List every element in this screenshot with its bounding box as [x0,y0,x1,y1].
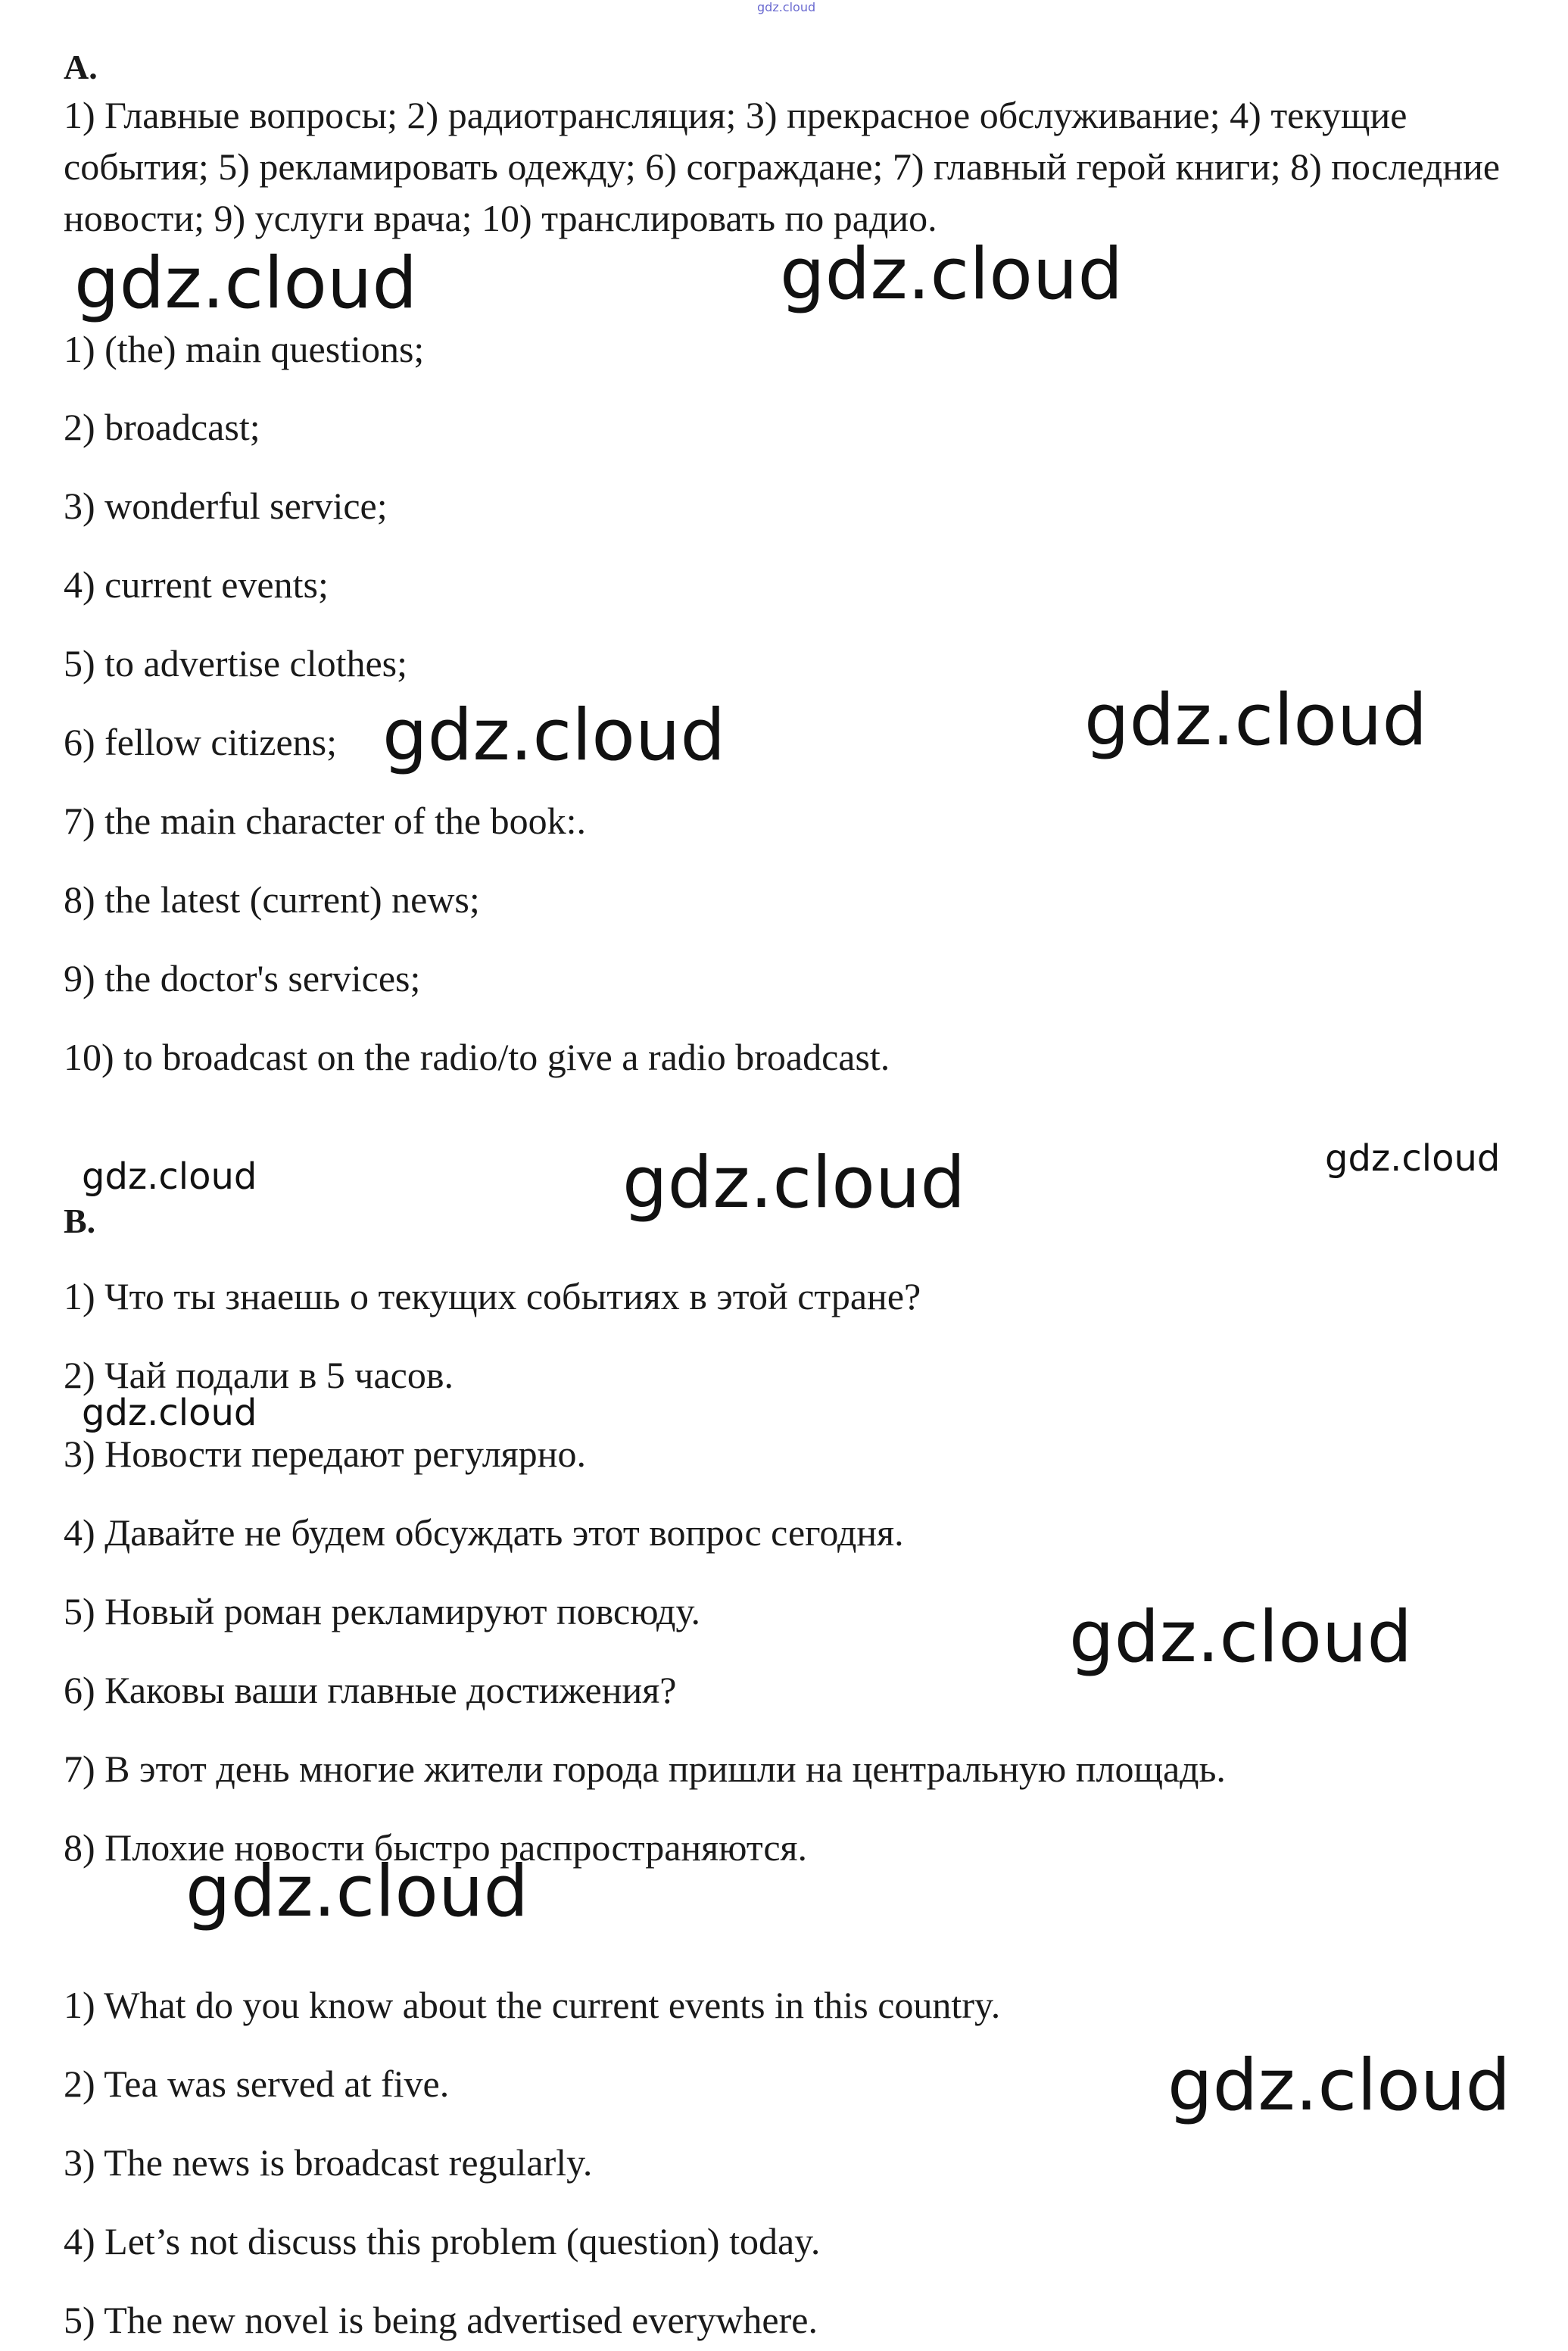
watermark: gdz.cloud [1084,679,1428,762]
watermark: gdz.cloud [382,694,726,777]
answer-a-1: 1) (the) main questions; [64,328,425,370]
watermark: gdz.cloud [82,1392,257,1434]
sentence-ru-1: 1) Что ты знаешь о текущих событиях в этой стране? [64,1275,921,1317]
answer-a-10: 10) to broadcast on the radio/to give a radio broadcast. [64,1036,890,1078]
sentence-ru-6: 6) Каковы ваши главные достижения? [64,1669,677,1711]
answer-a-8: 8) the latest (current) news; [64,878,480,921]
sentence-en-1: 1) What do you know about the current events in this country. [64,1984,1001,2026]
watermark: gdz.cloud [622,1142,966,1224]
watermark: gdz.cloud [82,1155,257,1198]
answer-a-7: 7) the main character of the book:. [64,800,586,842]
watermark: gdz.cloud [185,1851,529,1933]
answer-a-9: 9) the doctor's services; [64,957,421,999]
sentence-en-2: 2) Tea was served at five. [64,2063,450,2105]
watermark: gdz.cloud [1167,2044,1511,2127]
sentence-en-4: 4) Let’s not discuss this problem (question) today. [64,2220,821,2262]
answer-a-5: 5) to advertise clothes; [64,642,408,684]
section-a-label: A. [64,48,98,86]
answer-a-4: 4) current events; [64,563,329,606]
sentence-ru-2: 2) Чай подали в 5 часов. [64,1354,454,1396]
watermark: gdz.cloud [1325,1137,1501,1180]
sentence-ru-8: 8) Плохие новости быстро распространяются. [64,1826,808,1869]
sentence-en-3: 3) The news is broadcast regularly. [64,2141,593,2184]
watermark: gdz.cloud [74,242,418,325]
sentence-en-5: 5) The new novel is being advertised everywhere. [64,2299,818,2341]
watermark: gdz.cloud [1069,1596,1413,1679]
sentence-ru-7: 7) В этот день многие жители города пришли на центральную площадь. [64,1748,1226,1790]
section-a-intro: 1) Главные вопросы; 2) радиотрансляция; 3) прекрасное обслуживание; 4) текущие события; 5) рекламировать одежду; 6) сограждане; 7) главный герой книги; 8) последние новости; 9) услуги врача; 10) транслировать по радио. [64,94,1501,239]
section-b-label: B. [64,1202,96,1240]
answer-a-6: 6) fellow citizens; [64,721,337,763]
sentence-ru-3: 3) Новости передают регулярно. [64,1433,586,1475]
header-watermark: gdz.cloud [757,0,816,14]
sentence-ru-5: 5) Новый роман рекламируют повсюду. [64,1590,700,1632]
sentence-ru-4: 4) Давайте не будем обсуждать этот вопрос сегодня. [64,1511,904,1554]
watermark: gdz.cloud [780,233,1124,316]
answer-a-3: 3) wonderful service; [64,485,388,527]
answer-a-2: 2) broadcast; [64,406,260,448]
